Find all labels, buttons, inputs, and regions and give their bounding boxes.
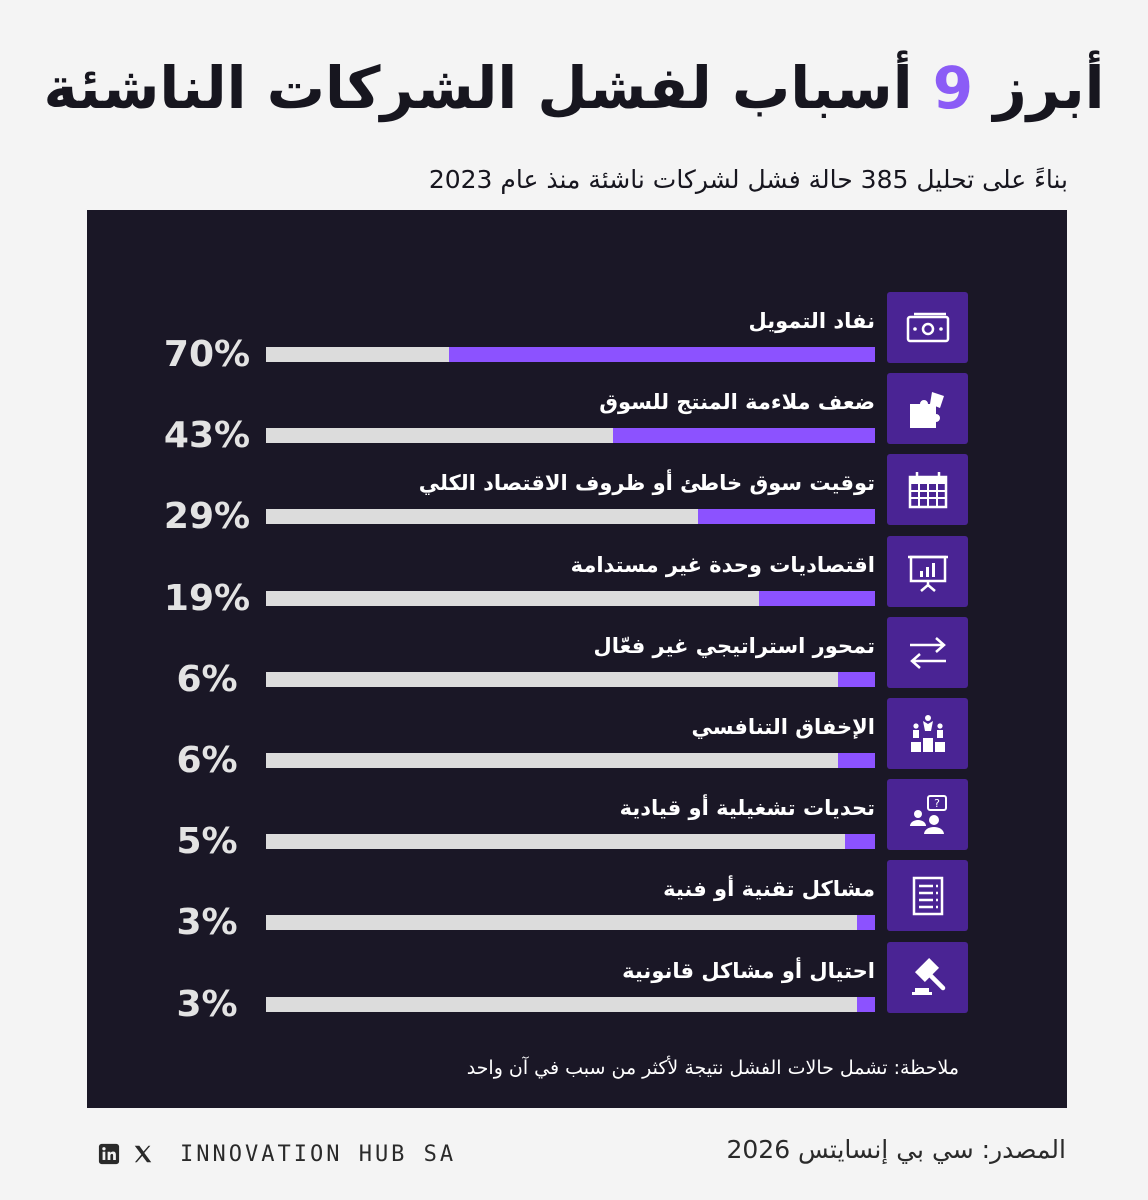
category-icon-box [887, 942, 968, 1013]
question-team-icon [902, 792, 954, 838]
bar-row [87, 292, 1067, 373]
category-icon-box [887, 617, 968, 688]
value-label: 70% [163, 334, 251, 375]
checklist-icon [902, 873, 954, 919]
category-label: الإخفاق التنافسي [691, 715, 875, 739]
bar-row [87, 942, 1067, 1023]
money-icon [902, 305, 954, 351]
swap-arrows-icon [902, 629, 954, 675]
brand-footer [98, 1138, 456, 1170]
subtitle: بناءً على تحليل 385 حالة فشل لشركات ناشئة منذ عام 2023 [428, 165, 1068, 194]
bar-fill [857, 915, 875, 930]
source-text: المصدر: سي بي إنسايتس 2026 [726, 1135, 1066, 1164]
bar-track [266, 672, 875, 687]
page-title [0, 48, 1148, 128]
bar-row [87, 779, 1067, 863]
title-number: 9 [932, 54, 974, 122]
bar-track [266, 915, 875, 930]
title-part-2: أسباب لفشل الشركات الناشئة [43, 54, 913, 122]
bar-row [87, 454, 1067, 538]
category-icon-box [887, 292, 968, 363]
category-icon-box [887, 454, 968, 525]
puzzle-icon [902, 386, 954, 432]
category-label: تحديات تشغيلية أو قيادية [619, 796, 875, 821]
bar-fill [759, 591, 875, 606]
category-icon-box [887, 698, 968, 769]
podium-icon [902, 711, 954, 757]
bar-fill [449, 347, 875, 362]
bar-row [87, 698, 1067, 779]
value-label: 19% [163, 577, 251, 619]
bar-row [87, 373, 1067, 457]
category-icon-box [887, 373, 968, 444]
presentation-chart-icon [902, 548, 954, 594]
bar-track [266, 591, 875, 606]
value-label: 3% [176, 902, 238, 944]
x-icon[interactable] [132, 1143, 154, 1165]
title-part-1: أبرز [993, 54, 1105, 122]
linkedin-icon[interactable] [98, 1143, 120, 1165]
value-label: 6% [176, 740, 238, 781]
value-label: 43% [163, 415, 251, 457]
value-label: 6% [176, 658, 238, 700]
value-label: 3% [176, 983, 238, 1025]
chart-panel [87, 210, 1067, 1108]
chart-note: ملاحظة: تشمل حالات الفشل نتيجة لأكثر من سبب في آن واحد [466, 1057, 959, 1079]
category-icon-box [887, 860, 968, 931]
bar-fill [698, 509, 875, 524]
category-label: توقيت سوق خاطئ أو ظروف الاقتصاد الكلي [418, 471, 875, 496]
category-label: اقتصاديات وحدة غير مستدامة [570, 552, 875, 577]
bar-row [87, 860, 1067, 944]
category-label: نفاد التمويل [748, 309, 875, 333]
value-label: 5% [176, 821, 238, 863]
gavel-icon [902, 954, 954, 1000]
value-label: 29% [163, 496, 251, 538]
category-label: مشاكل تقنية أو فنية [663, 877, 875, 902]
brand-name: INNOVATION HUB SA [180, 1141, 457, 1167]
calendar-icon [902, 467, 954, 513]
bar-row [87, 536, 1067, 617]
bar-track [266, 509, 875, 524]
category-label: احتيال أو مشاكل قانونية [622, 958, 875, 983]
bar-row [87, 617, 1067, 698]
category-label: تمحور استراتيجي غير فعّال [593, 633, 875, 658]
svg-text:?: ? [933, 796, 940, 810]
bar-fill [845, 834, 875, 849]
bar-track [266, 347, 875, 362]
social-icons [98, 1143, 166, 1165]
bar-track [266, 997, 875, 1012]
bar-fill [857, 997, 875, 1012]
bar-fill [838, 672, 875, 687]
bar-track [266, 834, 875, 849]
category-icon-box [887, 779, 968, 850]
bar-fill [613, 428, 875, 443]
category-label: ضعف ملاءمة المنتج للسوق [599, 390, 875, 415]
bar-track [266, 753, 875, 768]
bar-fill [838, 753, 875, 768]
category-icon-box [887, 536, 968, 607]
bar-track [266, 428, 875, 443]
